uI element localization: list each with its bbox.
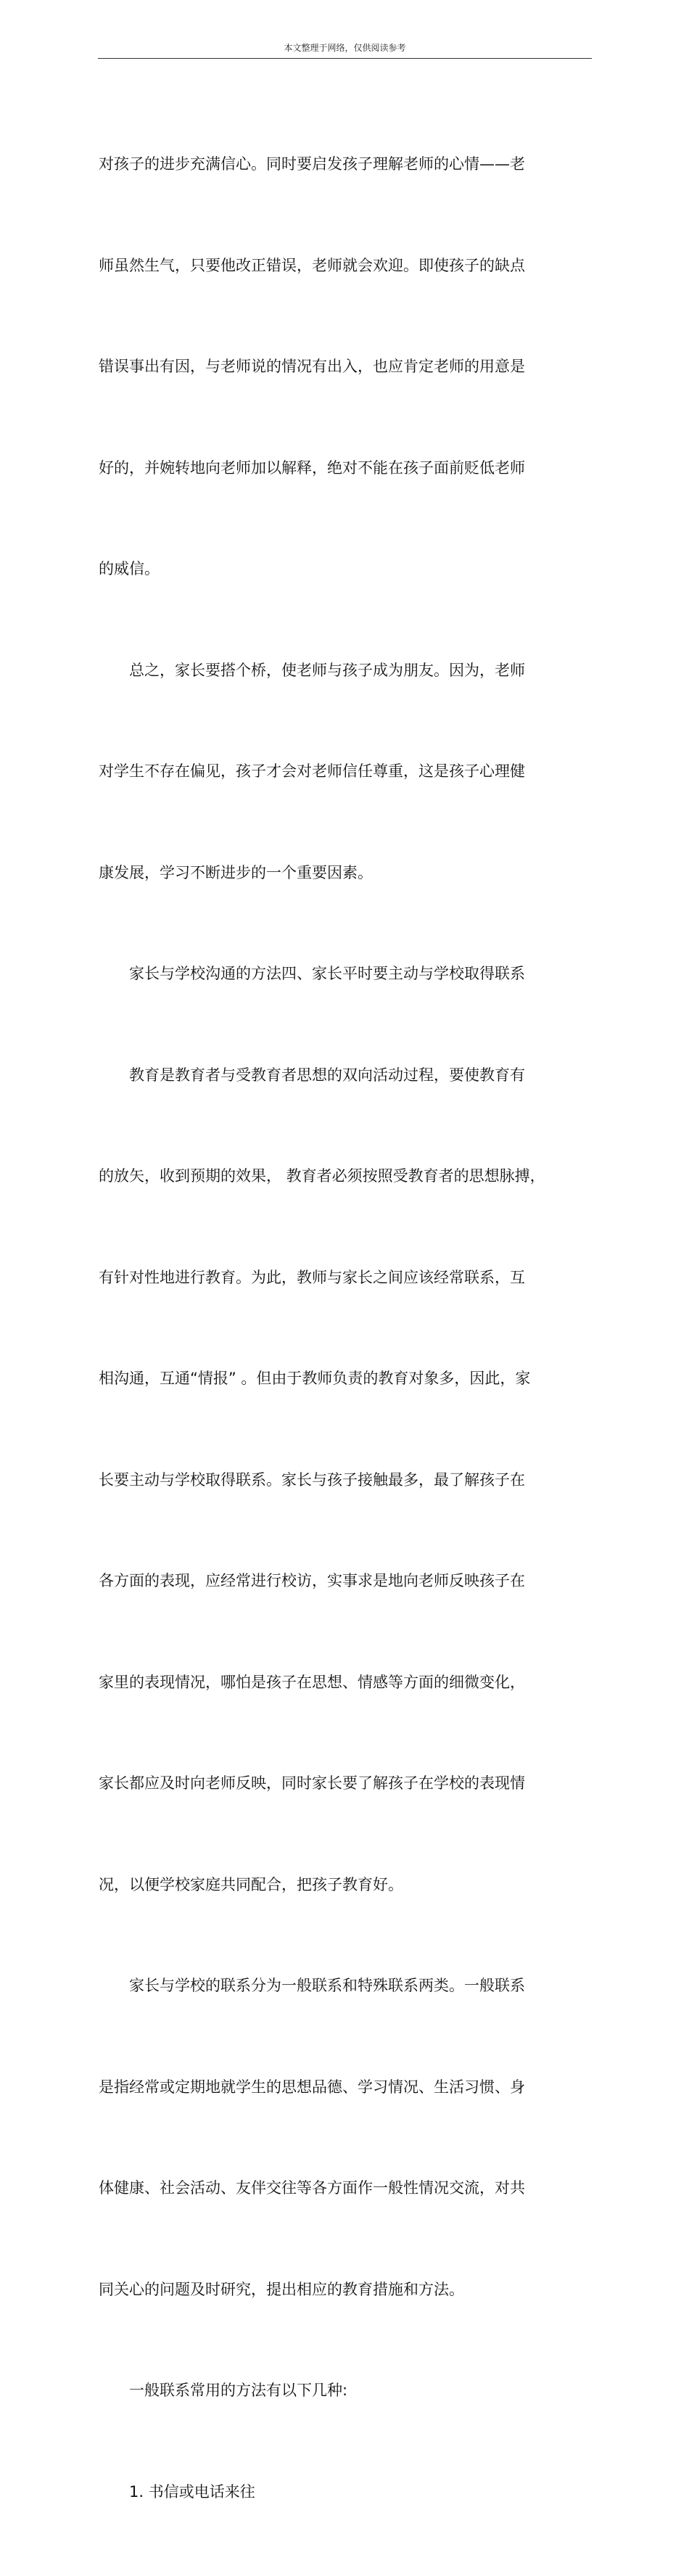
- text-line: 对学生不存在偏见，孩子才会对老师信任尊重，这是孩子心理健: [99, 762, 525, 780]
- text-line: 教育是教育者与受教育者思想的双向活动过程，要使教育有: [99, 1066, 525, 1084]
- text-line: 总之，家长要搭个桥，使老师与孩子成为朋友。因为，老师: [99, 661, 525, 679]
- body-paragraphs: [99, 80, 570, 2576]
- text-line: 的放矢，收到预期的效果， 教育者必须按照受教育者的思想脉搏，: [99, 1167, 545, 1185]
- text-line: 是指经常或定期地就学生的思想品德、学习情况、生活习惯、身: [99, 2078, 525, 2096]
- text-line: 家长都应及时向老师反映，同时家长要了解孩子在学校的表现情: [99, 1774, 525, 1792]
- text-line: 各方面的表现，应经常进行校访，实事求是地向老师反映孩子在: [99, 1572, 525, 1589]
- text-line: 相沟通，互通“情报” 。但由于教师负责的教育对象多，因此，家: [99, 1370, 531, 1387]
- text-line: 长要主动与学校取得联系。家长与孩子接触最多，最了解孩子在: [99, 1470, 525, 1489]
- text-line: 体健康、社会活动、友伴交往等各方面作一般性情况交流，对共: [99, 2179, 525, 2197]
- text-line: 一般联系常用的方法有以下几种:: [99, 2382, 348, 2399]
- text-line: 家里的表现情况，哪怕是孩子在思想、情感等方面的细微变化，: [99, 1673, 525, 1691]
- text-line: 家长与学校沟通的方法四、家长平时要主动与学校取得联系: [99, 965, 525, 982]
- text-line: 家长与学校的联系分为一般联系和特殊联系两类。一般联系: [99, 1977, 525, 1994]
- text-line: 好的，并婉转地向老师加以解释，绝对不能在孩子面前贬低老师: [99, 458, 525, 477]
- text-line: 况，以便学校家庭共同配合，把孩子教育好。: [99, 1875, 403, 1893]
- text-line: 对孩子的进步充满信心。同时要启发孩子理解老师的心情——老: [99, 155, 525, 173]
- header-divider: [98, 58, 592, 59]
- text-line: 同关心的问题及时研究，提出相应的教育措施和方法。: [99, 2280, 464, 2298]
- text-line: 1. 书信或电话来往: [99, 2482, 255, 2501]
- text-line: 康发展，学习不断进步的一个重要因素。: [99, 863, 373, 881]
- text-line: 师虽然生气，只要他改正错误，老师就会欢迎。即使孩子的缺点: [99, 256, 525, 274]
- page-header: 本文整理于网络，仅供阅读参考: [284, 43, 406, 53]
- text-line: 的威信。: [99, 560, 160, 577]
- text-line: 有针对性地进行教育。为此，教师与家长之间应该经常联系，互: [99, 1268, 525, 1286]
- document-body: [99, 80, 570, 2576]
- text-line: 错误事出有因，与老师说的情况有出入，也应肯定老师的用意是: [99, 358, 525, 375]
